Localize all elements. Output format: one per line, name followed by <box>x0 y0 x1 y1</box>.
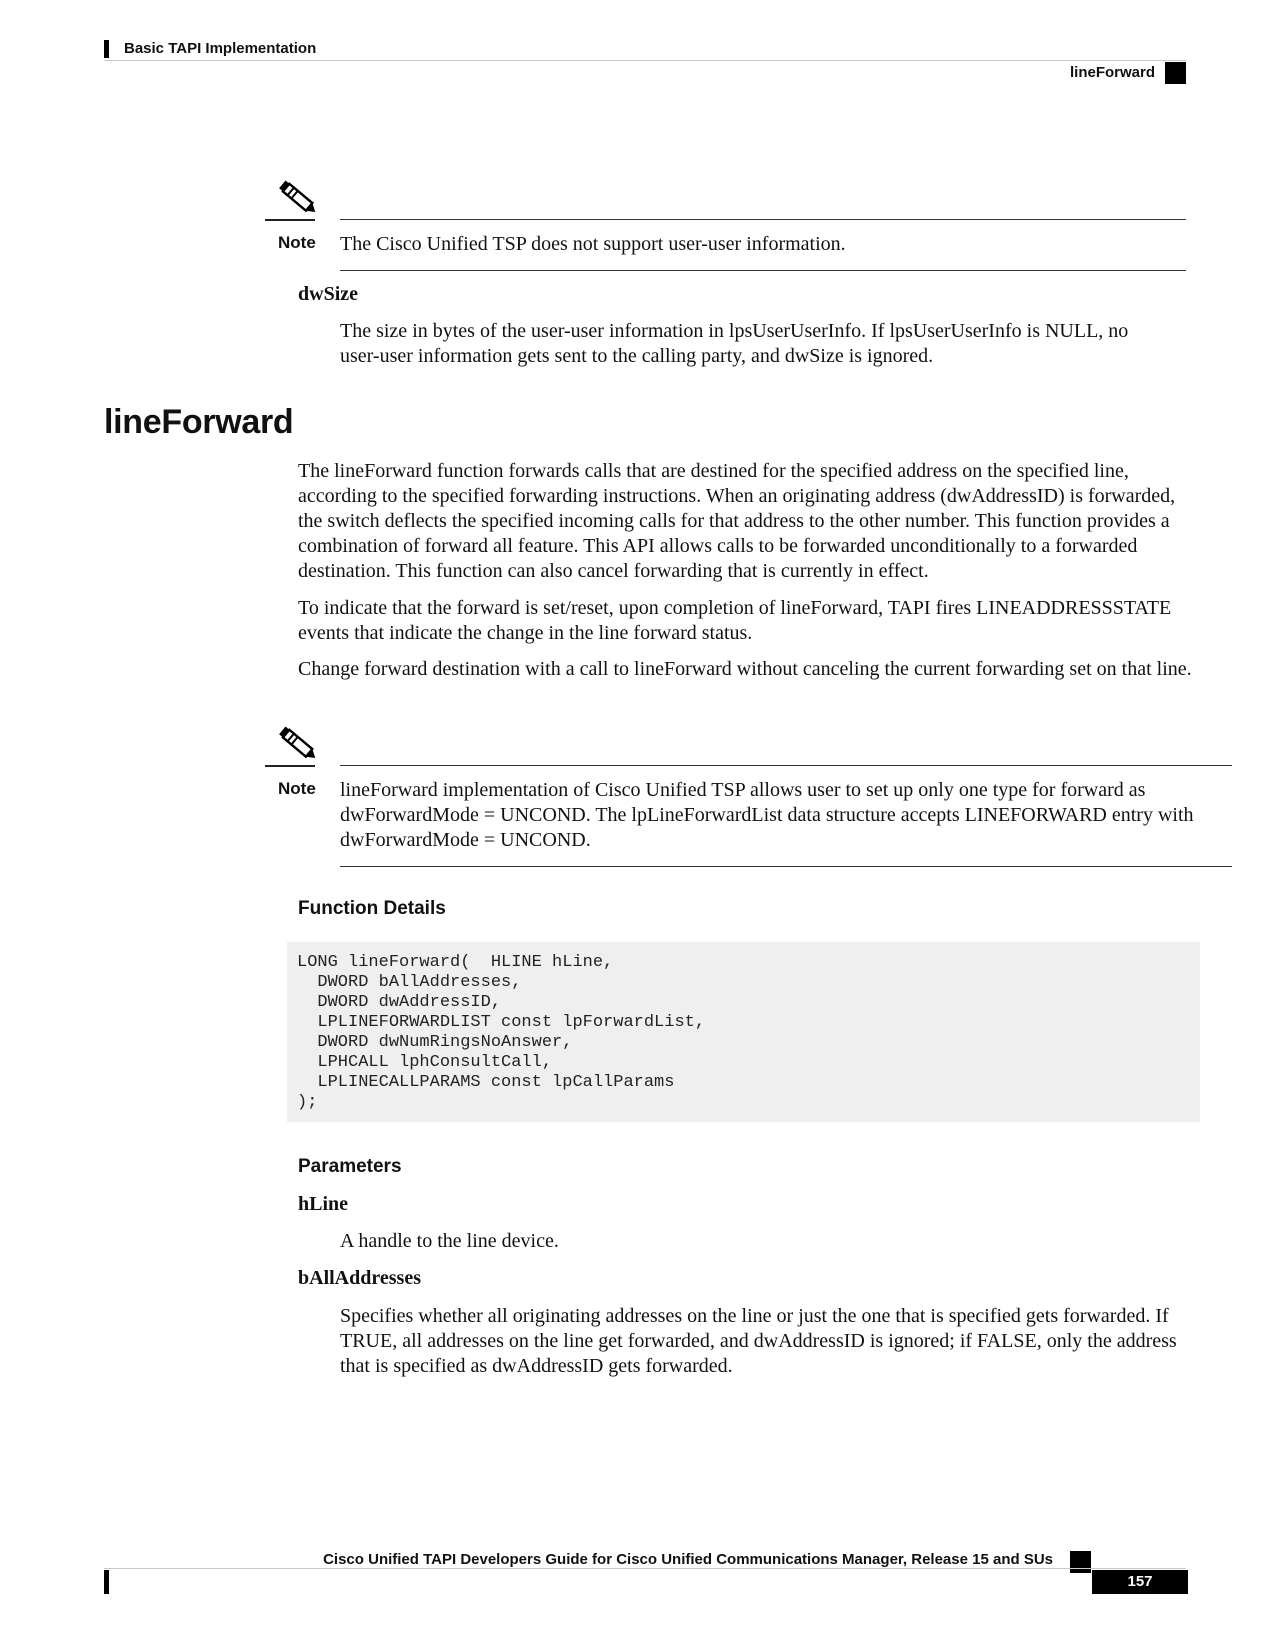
paragraph: The lineForward function forwards calls that are destined for the specified address on the specified line, according to the specified forwarding instructions. When an originating address (dwAddressID) is forwarded, the switch deflects the specified incoming calls for that address to the other number. This function provides a combination of forward all feature. This API allows calls to be forwarded unconditionally to a forwarded destination. This function can also cancel forwarding that is currently in effect. <box>298 460 1176 582</box>
param-description-hline: A handle to the line device. <box>340 1230 559 1252</box>
section-title: lineForward <box>104 403 294 441</box>
header-bar-marker <box>104 40 109 58</box>
note-text: lineForward implementation of Cisco Unified TSP allows user to set up only one type for forward as dwForwardMode = UNCOND. The lpLineForwardList data structure accepts LINEFORWARD entry with dwForwardMode = UNCOND. <box>340 779 1194 851</box>
note-text: The Cisco Unified TSP does not support user-user information. <box>340 233 846 255</box>
code-text: LONG lineForward( HLINE hLine, DWORD bAllAddresses, DWORD dwAddressID, LPLINEFORWARDLIST const lpForwardList, DWORD dwNumRingsNoAnswer, LPHCALL lphConsultCall, LPLINECALLPARAMS const lpCallParams ); <box>297 953 706 1112</box>
note-pencil-icon <box>274 178 320 218</box>
param-name-hline: hLine <box>298 1193 349 1215</box>
parameters-heading: Parameters <box>298 1156 402 1177</box>
note-icon-underline <box>265 219 315 221</box>
note-pencil-icon <box>274 724 320 764</box>
footer-bar-marker <box>104 1570 109 1594</box>
footer-guide-title: Cisco Unified TAPI Developers Guide for Cisco Unified Communications Manager, Release 15 and SUs <box>323 1551 1053 1568</box>
paragraph: To indicate that the forward is set/reset, upon completion of lineForward, TAPI fires LINEADDRESSSTATE events that indicate the change in the line forward status. <box>298 597 1172 644</box>
note-bottom-rule <box>340 270 1186 271</box>
note-top-rule <box>340 765 1232 766</box>
header-topic-title: lineForward <box>1069 64 1155 81</box>
param-name-ballsaddresses: bAllAddresses <box>298 1267 421 1289</box>
footer-square-marker <box>1070 1551 1091 1573</box>
note-label: Note <box>278 233 316 252</box>
page-number: 157 <box>1092 1570 1188 1594</box>
header-section-title: Basic TAPI Implementation <box>124 40 317 57</box>
footer-rule <box>104 1568 1186 1569</box>
param-description-dwsize: The size in bytes of the user-user information in lpsUserUserInfo. If lpsUserUserInfo is NULL, no user-user information gets sent to the calling party, and dwSize is ignored. <box>340 320 1129 367</box>
header-rule <box>104 60 1186 61</box>
note-icon-underline <box>265 765 315 767</box>
paragraph: Change forward destination with a call to lineForward without canceling the current forwarding set on that line. <box>298 658 1192 680</box>
note-bottom-rule <box>340 866 1232 867</box>
param-name-dwsize: dwSize <box>298 283 358 305</box>
param-description-ballsaddresses: Specifies whether all originating addresses on the line or just the one that is specified gets forwarded. If TRUE, all addresses on the line get forwarded, and dwAddressID is ignored; if FALSE, only the address that is specified as dwAddressID gets forwarded. <box>340 1305 1177 1377</box>
header-square-marker <box>1165 62 1186 84</box>
note-label: Note <box>278 779 316 798</box>
note-top-rule <box>340 219 1186 220</box>
function-details-heading: Function Details <box>298 898 446 919</box>
